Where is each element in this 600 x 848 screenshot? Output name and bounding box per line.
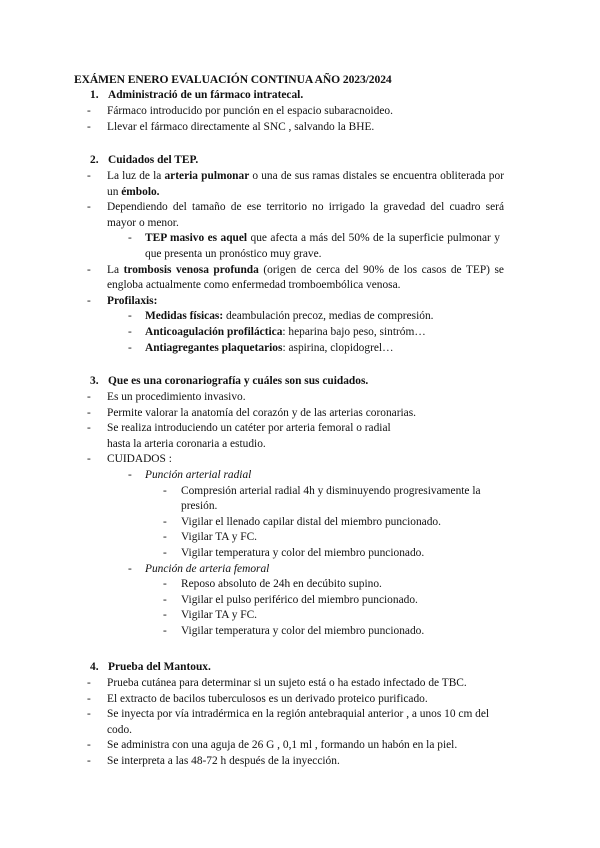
item-italic-text: Punción de arteria femoral (145, 562, 270, 575)
bullet-dash: - (128, 341, 132, 354)
item-text: Fármaco introducido por punción en el espacio subaracnoideo. (107, 105, 393, 117)
list-item (0, 692, 504, 708)
item-text: deambulación precoz, medias de compresión. (223, 310, 434, 323)
bullet-dash: - (128, 310, 132, 323)
item-text: (origen de cerca del 90% de los casos de TEP) se engloba actualmente como enfermedad tromboembólica venosa. (107, 263, 504, 292)
list-item (0, 452, 504, 468)
bullet-dash: - (87, 677, 91, 689)
item-text: o una de sus ramas distales se encuentra obliterada por un (107, 170, 504, 198)
section-4 (0, 660, 600, 770)
list-item (0, 738, 504, 754)
bullet-dash: - (87, 692, 91, 705)
sub-list-item (0, 341, 500, 357)
bullet-dash: - (163, 515, 167, 528)
list-item (0, 406, 504, 422)
item-text: Dependiendo del tamaño de ese territorio no irrigado la gravedad del cuadro será mayor o menor. (107, 201, 504, 229)
bullet-dash: - (163, 546, 167, 559)
sub-list-item (0, 231, 500, 262)
section-number: 3. (90, 375, 99, 387)
item-text: Se realiza introduciendo un catéter por arteria femoral o radial hasta la arteria coronaria a estudio. (107, 422, 391, 450)
item-bold-text: Anticoagulación profiláctica (145, 325, 283, 338)
list-item (0, 754, 504, 770)
bullet-dash: - (87, 105, 91, 117)
item-text: : heparina bajo peso, sintróm… (282, 325, 426, 338)
item-text: Prueba cutánea para determinar si un sujeto está o ha estado infectado de TBC. (107, 677, 467, 689)
section-title: Cuidados del TEP. (108, 154, 199, 166)
section-number: 2. (90, 154, 99, 166)
sub-sub-list-item (0, 515, 501, 531)
document-title: EXÁMEN ENERO EVALUACIÓN CONTINUA AÑO 2023/2024 (74, 73, 392, 86)
bullet-dash: - (128, 562, 132, 575)
bullet-dash: - (163, 609, 167, 622)
item-text: Se administra con una aguja de 26 G , 0,1 ml , formando un habón en la piel. (107, 739, 458, 752)
item-bold-text: Profilaxis: (107, 294, 158, 307)
sub-sub-list-item (0, 608, 501, 624)
bullet-dash: - (87, 391, 91, 403)
item-text: CUIDADOS : (107, 453, 172, 466)
sub-sub-list-item (0, 530, 501, 546)
item-text: Vigilar el pulso periférico del miembro puncionado. (181, 593, 418, 606)
bullet-dash: - (128, 325, 132, 338)
item-text: Vigilar el llenado capilar distal del miembro puncionado. (181, 515, 441, 528)
bullet-dash: - (163, 531, 167, 544)
item-bold-text: Antiagregantes plaquetarios (145, 341, 283, 354)
list-item (0, 390, 504, 406)
bullet-dash: - (87, 739, 91, 752)
section-number: 4. (90, 661, 99, 673)
bullet-dash: - (163, 593, 167, 606)
item-text: : aspirina, clopidogrel… (282, 341, 394, 354)
list-item (0, 707, 504, 738)
item-text: que afecta a más del 50% de la superficie pulmonar y que presenta un pronóstico muy grave. (145, 232, 500, 260)
item-text: El extracto de bacilos tuberculosos es un derivado proteico purificado. (107, 692, 428, 705)
item-text: Vigilar TA y FC. (181, 609, 258, 622)
item-bold-text: TEP masivo es aquel (145, 232, 248, 245)
item-text: Vigilar TA y FC. (181, 531, 258, 544)
item-text: Vigilar temperatura y color del miembro puncionado. (181, 624, 425, 637)
section-heading (0, 660, 600, 676)
section-number: 1. (90, 89, 99, 101)
sub-sub-list-item (0, 484, 501, 515)
list-item (0, 200, 504, 231)
sub-list-item (0, 325, 500, 341)
item-text: Se inyecta por vía intradérmica en la región antebraquial anterior , a unos 10 cm del codo. (107, 708, 490, 736)
item-text: Llevar el fármaco directamente al SNC , salvando la BHE. (107, 120, 375, 133)
item-text: Se interpreta a las 48-72 h después de la inyección. (107, 754, 340, 767)
list-item (0, 104, 504, 120)
item-text: Permite valorar la anatomía del corazón y de las arterias coronarias. (107, 406, 416, 419)
sub-sub-list-item (0, 624, 501, 640)
bullet-dash: - (87, 263, 91, 276)
bullet-dash: - (87, 170, 91, 182)
sub-list-item (0, 309, 500, 325)
list-item (0, 294, 504, 310)
section-title: Administració de un fármaco intratecal. (108, 89, 304, 101)
sub-list-item (0, 468, 500, 484)
sub-sub-list-item (0, 577, 501, 593)
sub-sub-list-item (0, 546, 501, 562)
section-title: Prueba del Mantoux. (108, 661, 211, 673)
bullet-dash: - (87, 453, 91, 466)
list-item (0, 120, 504, 136)
item-text: Vigilar temperatura y color del miembro puncionado. (181, 546, 425, 559)
bullet-dash: - (87, 120, 91, 133)
bullet-dash: - (128, 232, 132, 245)
bullet-dash: - (87, 406, 91, 419)
list-item (0, 676, 504, 692)
bullet-dash: - (87, 201, 91, 214)
bullet-dash: - (163, 624, 167, 637)
item-text: La (107, 263, 124, 276)
sub-sub-list-item (0, 593, 501, 609)
item-text: Compresión arterial radial 4h y disminuyendo progresivamente la presión. (181, 484, 481, 513)
section-heading (0, 374, 600, 390)
section-heading (0, 153, 600, 169)
item-bold-text: trombosis venosa profunda (123, 263, 259, 276)
item-italic-text: Punción arterial radial (145, 468, 252, 481)
bullet-dash: - (87, 294, 91, 307)
section-title: Que es una coronariografía y cuáles son sus cuidados. (108, 375, 369, 387)
item-bold-text: émbolo. (121, 185, 160, 198)
section-1 (0, 88, 600, 135)
bullet-dash: - (87, 754, 91, 767)
section-heading (0, 88, 600, 104)
item-text: Es un procedimiento invasivo. (107, 391, 246, 403)
item-bold-text: arteria pulmonar (164, 170, 250, 182)
bullet-dash: - (87, 708, 91, 721)
section-2 (0, 153, 600, 356)
list-item (0, 263, 504, 294)
bullet-dash: - (87, 422, 91, 435)
bullet-dash: - (163, 578, 167, 591)
bullet-dash: - (163, 484, 167, 497)
item-text: La luz de la (107, 170, 165, 182)
item-bold-text: Medidas físicas: (145, 310, 224, 323)
sub-list-item (0, 562, 500, 578)
list-item (0, 421, 413, 452)
list-item (0, 169, 504, 200)
bullet-dash: - (128, 468, 132, 481)
section-3 (0, 374, 600, 640)
item-text: Reposo absoluto de 24h en decúbito supino. (181, 578, 382, 591)
